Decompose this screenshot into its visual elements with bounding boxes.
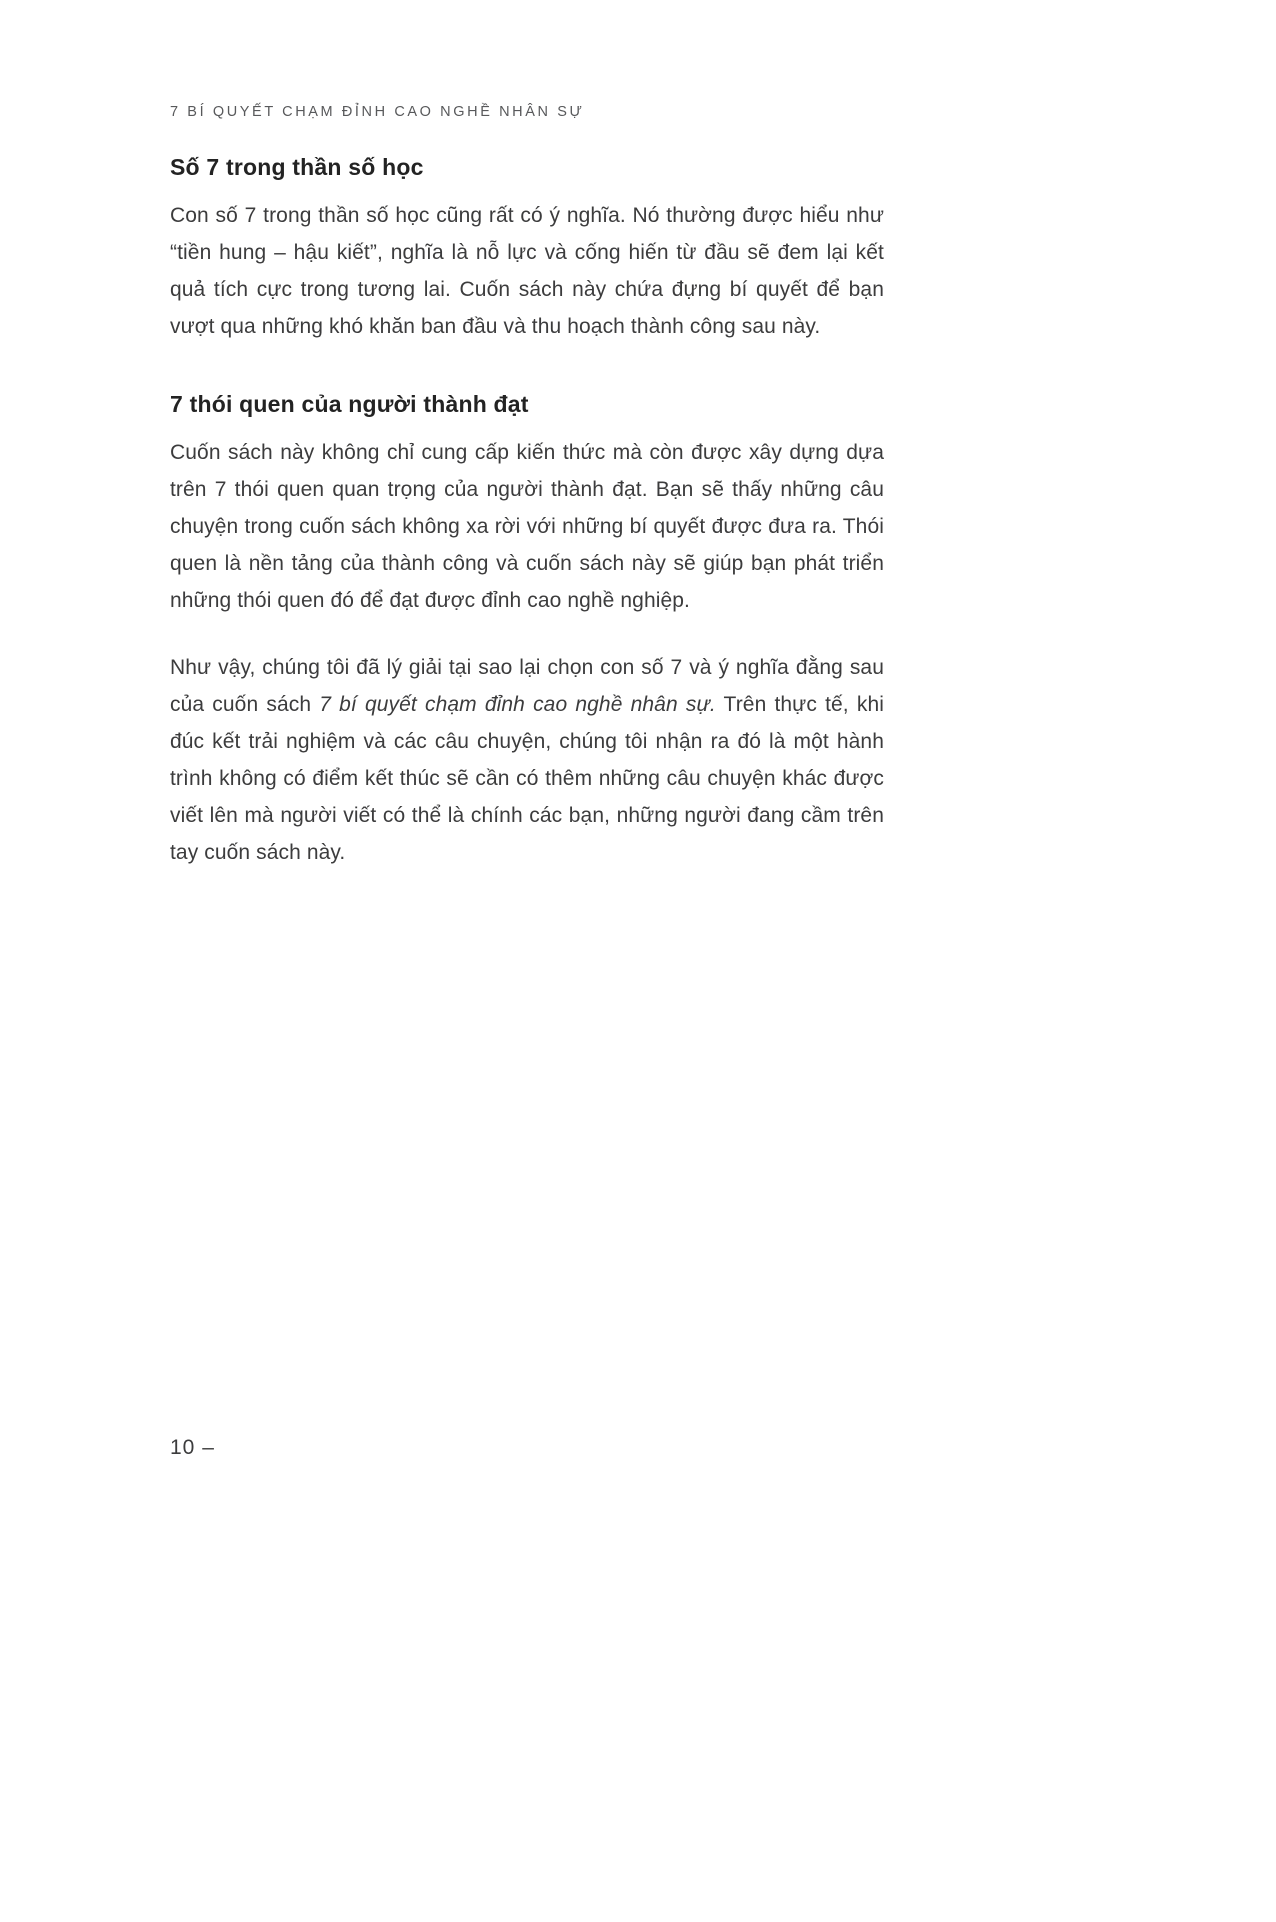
closing-text-before: Như vậy, chúng tôi đã lý giải tại sao lại chọn con số 7 và ý nghĩa đằng sau của cuốn sách: [170, 656, 884, 716]
section-heading-numerology: Số 7 trong thần số học: [170, 154, 424, 180]
paragraph-closing: [170, 649, 884, 871]
running-header: 7 BÍ QUYẾT CHẠM ĐỈNH CAO NGHỀ NHÂN SỰ: [170, 104, 585, 120]
page-content: [170, 104, 884, 901]
section-numerology: [170, 154, 884, 345]
book-title-italic: 7 bí quyết chạm đỉnh cao nghề nhân sự.: [319, 693, 716, 716]
section-heading-habits: 7 thói quen của người thành đạt: [170, 391, 529, 417]
section-habits: [170, 391, 884, 871]
paragraph-habits: Cuốn sách này không chỉ cung cấp kiến thức mà còn được xây dựng dựa trên 7 thói quen quan trọng của người thành đạt. Bạn sẽ thấy những câu chuyện trong cuốn sách không xa rời với những bí quyết được đưa ra. Thói quen là nền tảng của thành công và cuốn sách này sẽ giúp bạn phát triển những thói quen đó để đạt được đỉnh cao nghề nghiệp.: [170, 441, 884, 612]
page-footer: [170, 1436, 215, 1460]
page-number: 10 –: [170, 1436, 215, 1459]
closing-text-after: Trên thực tế, khi đúc kết trải nghiệm và các câu chuyện, chúng tôi nhận ra đó là một hành trình không có điểm kết thúc sẽ cần có thêm những câu chuyện khác được viết lên mà người viết có thể là chính các bạn, những người đang cầm trên tay cuốn sách này.: [170, 693, 884, 864]
paragraph-numerology: Con số 7 trong thần số học cũng rất có ý nghĩa. Nó thường được hiểu như “tiền hung – hậu kiết”, nghĩa là nỗ lực và cống hiến từ đầu sẽ đem lại kết quả tích cực trong tương lai. Cuốn sách này chứa đựng bí quyết để bạn vượt qua những khó khăn ban đầu và thu hoạch thành công sau này.: [170, 204, 884, 338]
